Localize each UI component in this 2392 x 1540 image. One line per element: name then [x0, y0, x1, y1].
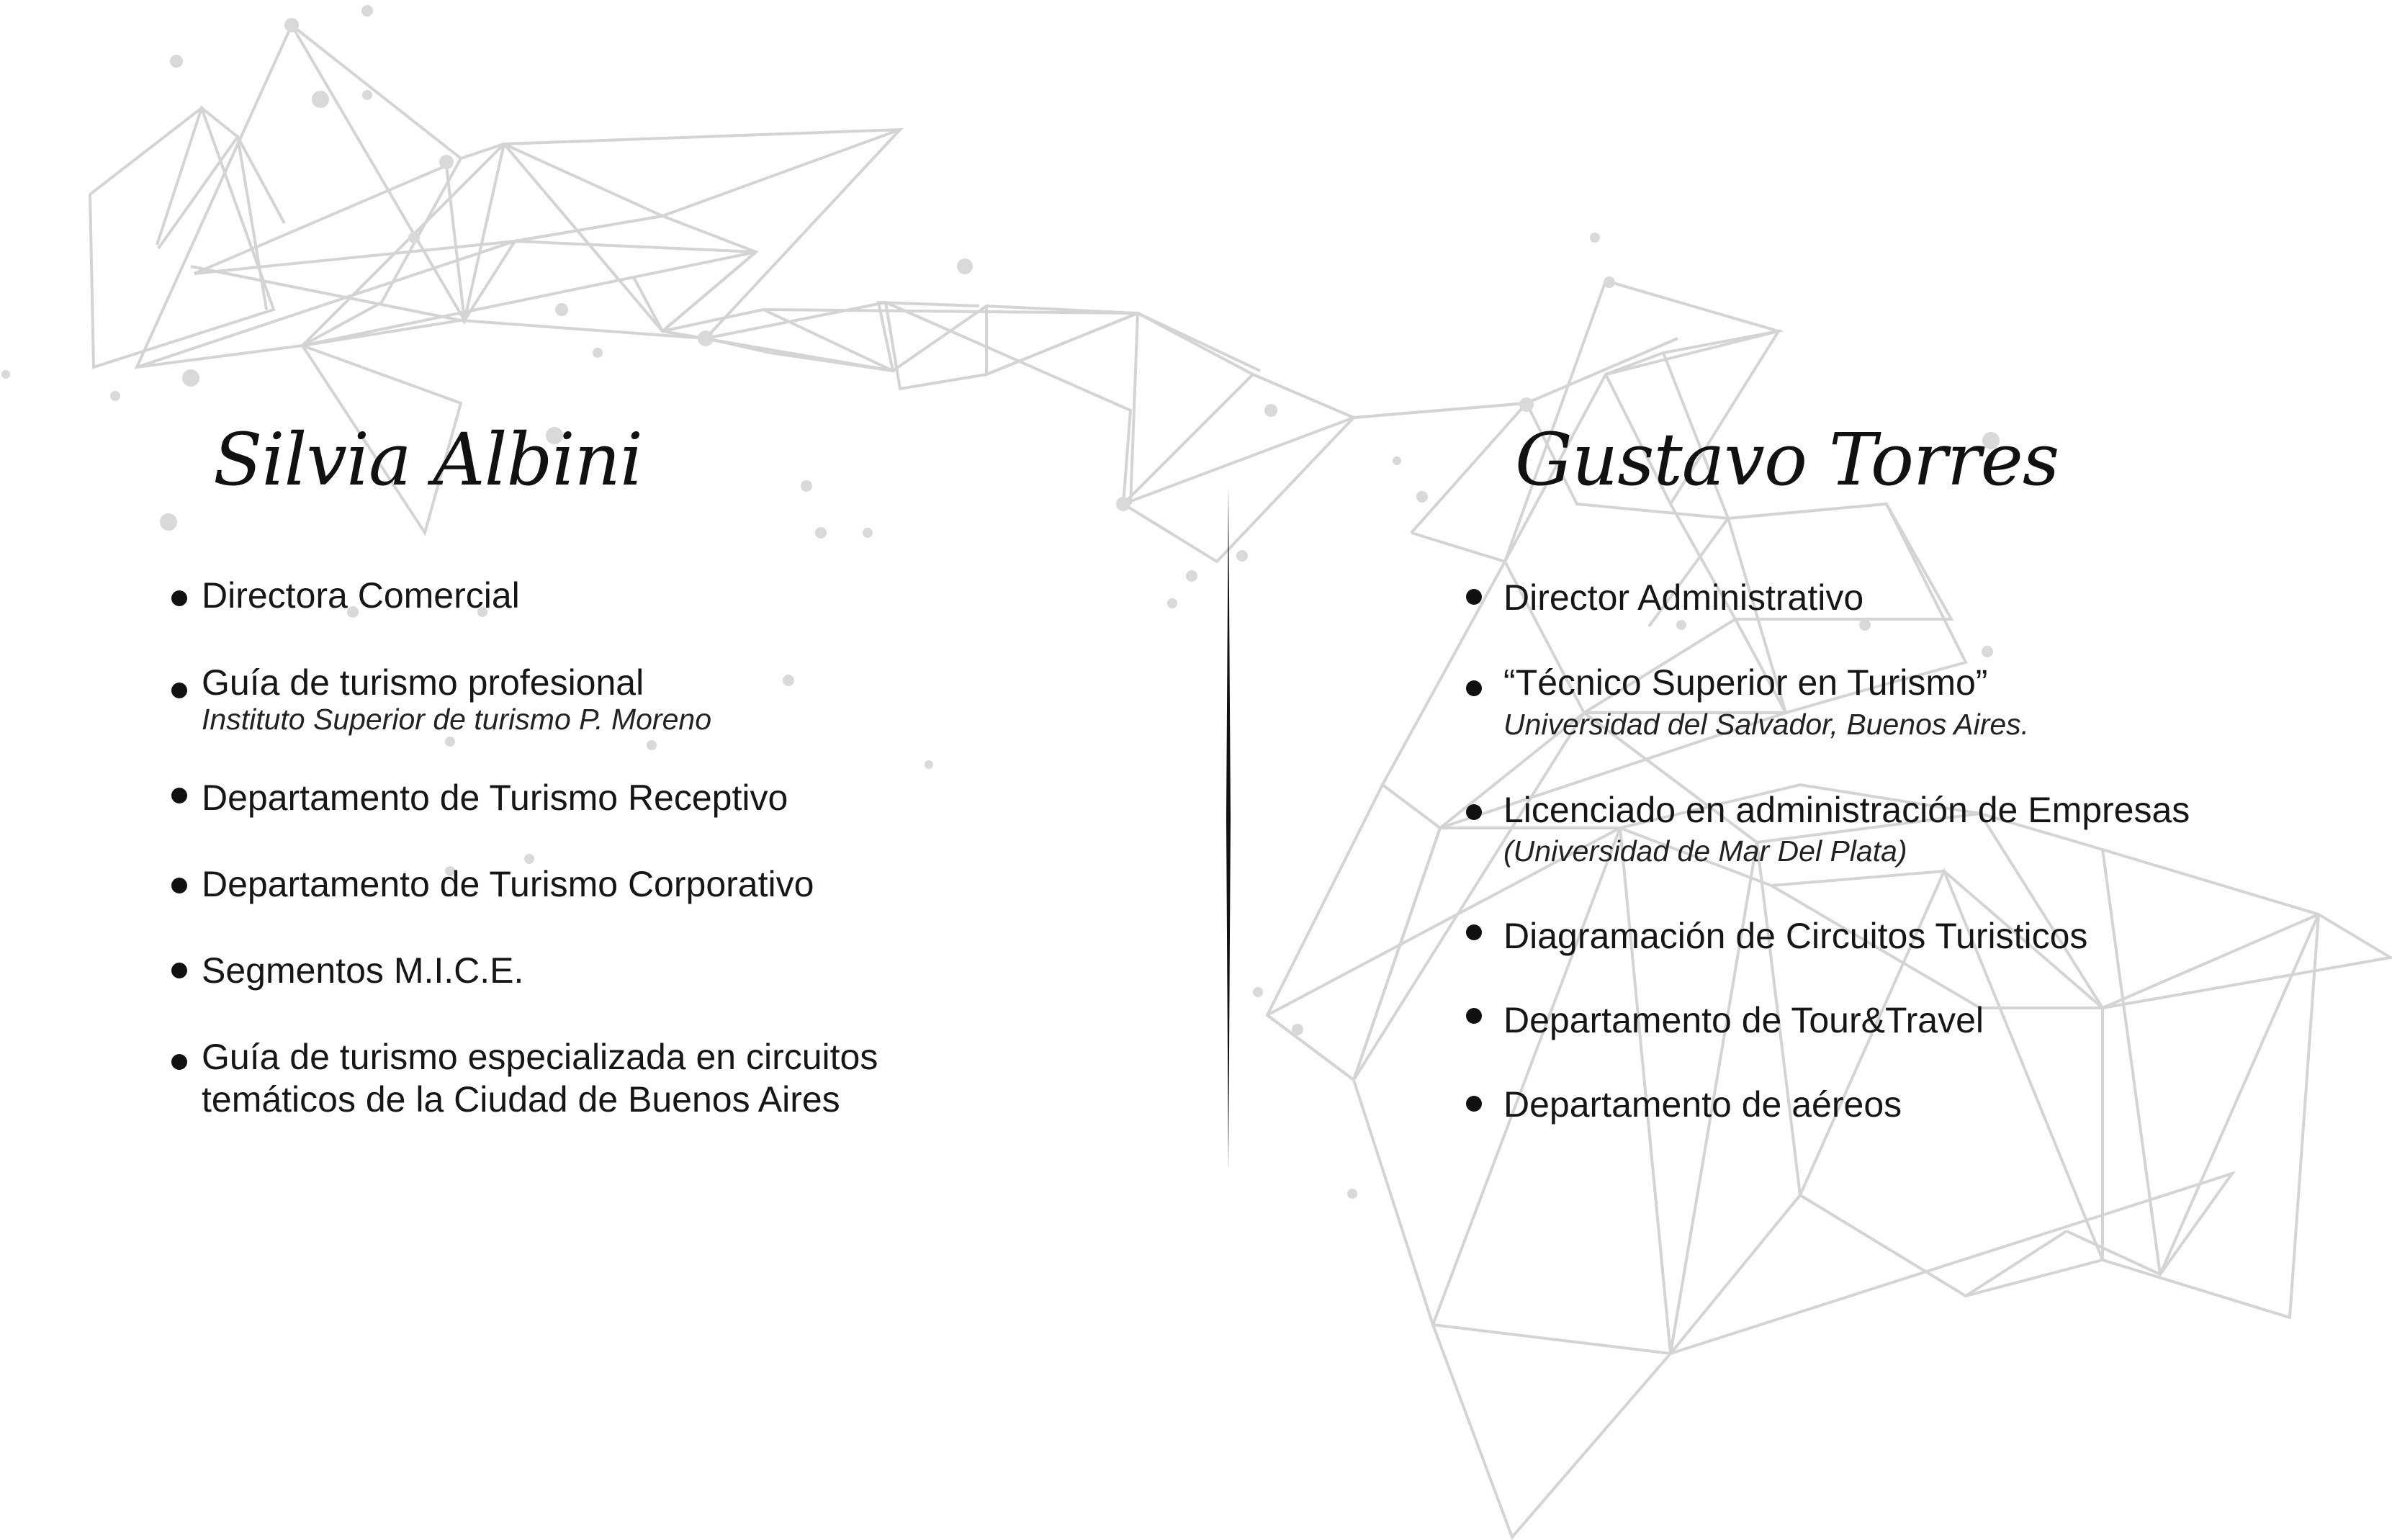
bullet-icon	[171, 963, 187, 978]
item-text: Departamento de Turismo Receptivo	[202, 778, 788, 818]
item-text: Segmentos M.I.C.E.	[202, 950, 524, 991]
item-subtext: (Universidad de Mar Del Plata)	[1503, 834, 1907, 868]
item-text: Departamento de Tour&Travel	[1503, 1000, 1984, 1040]
bullet-icon	[1466, 804, 1482, 820]
bullet-icon	[1466, 1096, 1482, 1112]
item-subtext: Universidad del Salvador, Buenos Aires.	[1503, 708, 2030, 741]
bullet-icon	[1466, 924, 1482, 940]
bullet-icon	[171, 590, 187, 606]
item-text: Departamento de aéreos	[1503, 1084, 1902, 1125]
item-text: Licenciado en administración de Empresas	[1503, 790, 2190, 830]
item-text: Director Administrativo	[1503, 577, 1864, 618]
item-text: Departamento de Turismo Corporativo	[202, 864, 814, 904]
item-text: Diagramación de Circuitos Turisticos	[1503, 916, 2088, 956]
item-text: Directora Comercial	[202, 575, 520, 616]
bullet-icon	[1466, 680, 1482, 696]
bullet-icon	[171, 788, 187, 803]
item-subtext: Instituto Superior de turismo P. Moreno	[202, 703, 711, 736]
item-text: temáticos de la Ciudad de Buenos Aires	[202, 1079, 840, 1120]
item-text: “Técnico Superior en Turismo”	[1503, 662, 1988, 703]
item-text: Guía de turismo especializada en circuitos	[202, 1037, 878, 1077]
vertical-divider	[1220, 487, 1237, 1171]
person-name: Silvia Albini	[213, 418, 642, 502]
bullet-icon	[1466, 1008, 1482, 1024]
bullet-icon	[1466, 589, 1482, 605]
item-text: Guía de turismo profesional	[202, 662, 644, 703]
bullet-icon	[171, 683, 187, 698]
bullet-icon	[171, 878, 187, 893]
person-name: Gustavo Torres	[1515, 418, 2059, 502]
bullet-icon	[171, 1054, 187, 1070]
